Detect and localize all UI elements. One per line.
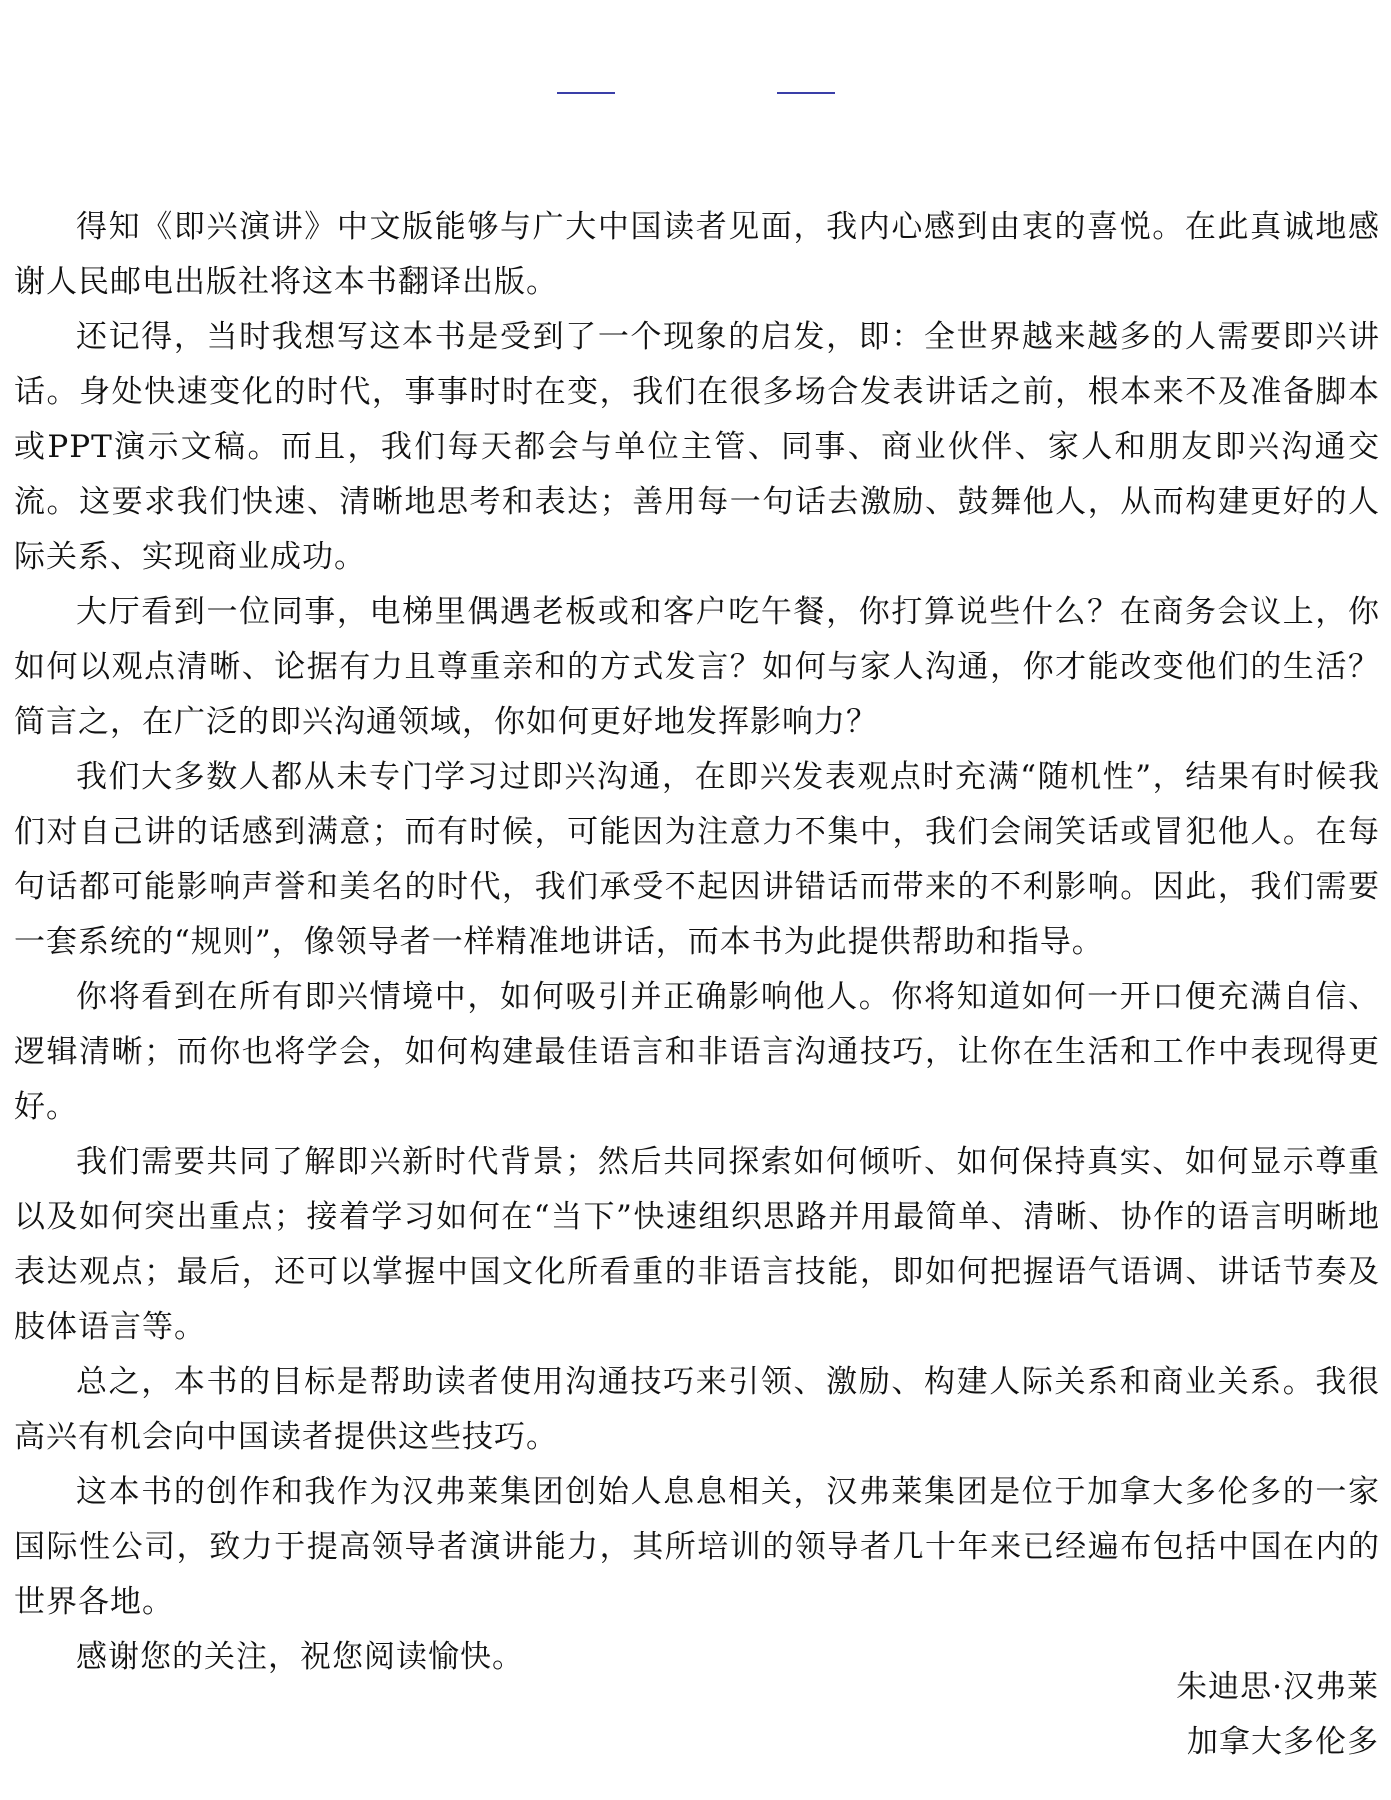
signature-author: 朱迪思·汉弗莱 bbox=[1176, 1669, 1379, 1705]
paragraph: 总之，本书的目标是帮助读者使用沟通技巧来引领、激励、构建人际关系和商业关系。我很高兴有机会向中国读者提供这些技巧。 bbox=[14, 1364, 1380, 1455]
header-rule-left bbox=[557, 92, 615, 94]
paragraph: 大厅看到一位同事，电梯里偶遇老板或和客户吃午餐，你打算说些什么？在商务会议上，你如何以观点清晰、论据有力且尊重亲和的方式发言？如何与家人沟通，你才能改变他们的生活？简言之，在广泛的即兴沟通领域，你如何更好地发挥影响力？ bbox=[14, 594, 1380, 740]
paragraph: 你将看到在所有即兴情境中，如何吸引并正确影响他人。你将知道如何一开口便充满自信、逻辑清晰；而你也将学会，如何构建最佳语言和非语言沟通技巧，让你在生活和工作中表现得更好。 bbox=[14, 979, 1380, 1125]
paragraph: 我们需要共同了解即兴新时代背景；然后共同探索如何倾听、如何保持真实、如何显示尊重以及如何突出重点；接着学习如何在“当下”快速组织思路并用最简单、清晰、协作的语言明晰地表达观点；最后，还可以掌握中国文化所看重的非语言技能，即如何把握语气语调、讲话节奏及肢体语言等。 bbox=[14, 1144, 1380, 1345]
signature-location: 加拿大多伦多 bbox=[1187, 1724, 1379, 1760]
preface-body bbox=[14, 200, 1380, 1685]
header-decoration bbox=[0, 92, 1391, 96]
signature-block bbox=[1176, 1660, 1379, 1770]
paragraph: 还记得，当时我想写这本书是受到了一个现象的启发，即：全世界越来越多的人需要即兴讲话。身处快速变化的时代，事事时时在变，我们在很多场合发表讲话之前，根本来不及准备脚本或PPT演示文稿。而且，我们每天都会与单位主管、同事、商业伙伴、家人和朋友即兴沟通交流。这要求我们快速、清晰地思考和表达；善用每一句话去激励、鼓舞他人，从而构建更好的人际关系、实现商业成功。 bbox=[14, 319, 1380, 575]
paragraph: 感谢您的关注，祝您阅读愉快。 bbox=[76, 1639, 524, 1675]
paragraph: 得知《即兴演讲》中文版能够与广大中国读者见面，我内心感到由衷的喜悦。在此真诚地感谢人民邮电出版社将这本书翻译出版。 bbox=[14, 209, 1380, 300]
paragraph: 我们大多数人都从未专门学习过即兴沟通，在即兴发表观点时充满“随机性”，结果有时候我们对自己讲的话感到满意；而有时候，可能因为注意力不集中，我们会闹笑话或冒犯他人。在每句话都可能影响声誉和美名的时代，我们承受不起因讲错话而带来的不利影响。因此，我们需要一套系统的“规则”，像领导者一样精准地讲话，而本书为此提供帮助和指导。 bbox=[14, 759, 1380, 960]
paragraph: 这本书的创作和我作为汉弗莱集团创始人息息相关，汉弗莱集团是位于加拿大多伦多的一家国际性公司，致力于提高领导者演讲能力，其所培训的领导者几十年来已经遍布包括中国在内的世界各地。 bbox=[14, 1474, 1380, 1620]
header-rule-right bbox=[777, 92, 835, 94]
